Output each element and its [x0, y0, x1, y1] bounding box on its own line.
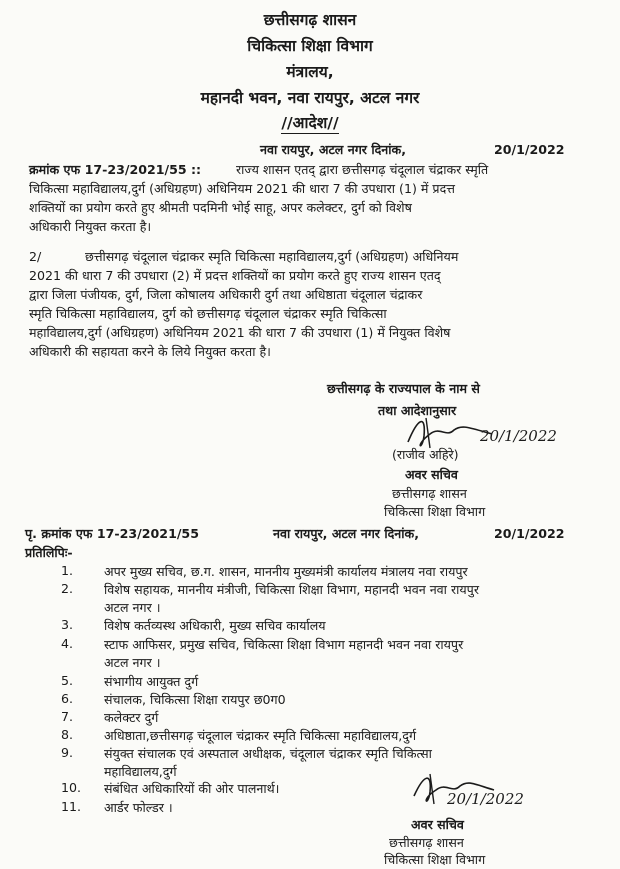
- list-item-number: 7.: [61, 709, 74, 724]
- order-title: //आदेश//: [281, 114, 339, 132]
- list-item: संबंधित अधिकारियों की ओर पालनार्थ।: [104, 781, 280, 796]
- paragraph-1-line: राज्य शासन एतद् द्वारा छत्तीसगढ़ चंदूलाल चंद्राकर स्मृति: [236, 162, 489, 177]
- signatory-2-department: चिकित्सा शिक्षा विभाग: [384, 852, 486, 867]
- governor-order-line: छत्तीसगढ़ के राज्यपाल के नाम से: [327, 381, 480, 396]
- header-address: महानदी भवन, नवा रायपुर, अटल नगर: [200, 89, 420, 107]
- endorsement-place: नवा रायपुर, अटल नगर दिनांक,: [273, 526, 419, 541]
- paragraph-2-line: छत्तीसगढ़ चंदूलाल चंद्राकर स्मृति चिकित्सा महाविद्यालय,दुर्ग (अधिग्रहण) अधिनियम: [85, 249, 459, 264]
- list-item-number: 3.: [61, 617, 74, 632]
- header-ministry: मंत्रालय,: [286, 63, 334, 81]
- paragraph-2-number: 2/: [29, 249, 42, 264]
- signatory-2-government: छत्तीसगढ़ शासन: [389, 835, 464, 850]
- list-item: विशेष सहायक, माननीय मंत्रीजी, चिकित्सा शिक्षा विभाग, महानदी भवन नवा रायपुर: [104, 582, 479, 597]
- list-item-number: 9.: [61, 745, 74, 760]
- list-item-number: 10.: [61, 780, 82, 795]
- signature-2-date: 20/1/2022: [447, 790, 524, 808]
- paragraph-2-line: द्वारा जिला पंजीयक, दुर्ग, जिला कोषालय अधिकारी दुर्ग तथा अधिष्ठाता चंदूलाल चंद्राकर: [29, 287, 423, 302]
- list-item: अपर मुख्य सचिव, छ.ग. शासन, माननीय मुख्यमंत्री कार्यालय मंत्रालय नवा रायपुर: [104, 564, 468, 579]
- paragraph-2-line: 2021 की धारा 7 की उपधारा (2) में प्रदत्त शक्तियों का प्रयोग करते हुए राज्य शासन एतद्: [29, 268, 441, 283]
- header-government: छत्तीसगढ़ शासन: [263, 11, 357, 29]
- signatory-name: (राजीव अहिरे): [392, 447, 459, 462]
- list-item: संयुक्त संचालक एवं अस्पताल अधीक्षक, चंदूलाल चंद्राकर स्मृति चिकित्सा: [104, 746, 432, 761]
- copy-to-label: प्रतिलिपिः-: [25, 545, 73, 560]
- signatory-2-designation: अवर सचिव: [411, 817, 464, 832]
- list-item-continued: अटल नगर ।: [104, 600, 161, 615]
- endorsement-number: पृ. क्रमांक एफ 17-23/2021/55: [25, 526, 199, 541]
- signature-1-date: 20/1/2022: [480, 427, 557, 445]
- list-item-number: 6.: [61, 691, 74, 706]
- list-item-number: 8.: [61, 727, 74, 742]
- order-date: 20/1/2022: [494, 142, 565, 157]
- list-item-number: 1.: [61, 563, 74, 578]
- by-order-line: तथा आदेशानुसार: [378, 403, 457, 418]
- list-item-number: 11.: [61, 799, 82, 814]
- paragraph-1-line: चिकित्सा महाविद्यालय,दुर्ग (अधिग्रहण) अधिनियम 2021 की धारा 7 की उपधारा (1) में प्रदत्त: [29, 181, 455, 196]
- list-item: आर्डर फोल्डर ।: [104, 800, 173, 815]
- list-item-number: 5.: [61, 673, 74, 688]
- list-item: संचालक, चिकित्सा शिक्षा रायपुर छ0ग0: [104, 692, 286, 707]
- header-department: चिकित्सा शिक्षा विभाग: [247, 37, 373, 55]
- list-item-continued: महाविद्यालय,दुर्ग: [104, 764, 177, 779]
- list-item-continued: अटल नगर ।: [104, 655, 161, 670]
- paragraph-2-line: अधिकारी की सहायता करने के लिये नियुक्त करता है।: [29, 344, 271, 359]
- list-item: कलेक्टर दुर्ग: [104, 710, 159, 725]
- signatory-government: छत्तीसगढ़ शासन: [392, 486, 467, 501]
- order-number-label: क्रमांक एफ 17-23/2021/55 ::: [29, 162, 202, 177]
- order-place: नवा रायपुर, अटल नगर दिनांक,: [260, 142, 406, 157]
- endorsement-date: 20/1/2022: [494, 526, 565, 541]
- paragraph-2-line: स्मृति चिकित्सा महाविद्यालय, दुर्ग को छत्तीसगढ़ चंदूलाल चंद्राकर स्मृति चिकित्सा: [29, 306, 387, 321]
- paragraph-2-line: महाविद्यालय,दुर्ग (अधिग्रहण) अधिनियम 2021 की धारा 7 की उपधारा (1) में नियुक्त विशेष: [29, 325, 451, 340]
- paragraph-1-line: अधिकारी नियुक्त करता है।: [29, 219, 152, 234]
- list-item-number: 2.: [61, 581, 74, 596]
- list-item: स्टाफ आफिसर, प्रमुख सचिव, चिकित्सा शिक्षा विभाग महानदी भवन नवा रायपुर: [104, 637, 464, 652]
- signatory-designation: अवर सचिव: [405, 467, 458, 482]
- paragraph-1-line: शक्तियों का प्रयोग करते हुए श्रीमती पदमिनी भोई साहू, अपर कलेक्टर, दुर्ग को विशेष: [29, 200, 412, 215]
- list-item: विशेष कर्तव्यस्थ अधिकारी, मुख्य सचिव कार्यालय: [104, 618, 326, 633]
- list-item: संभागीय आयुक्त दुर्ग: [104, 674, 199, 689]
- list-item-number: 4.: [61, 636, 74, 651]
- list-item: अधिष्ठाता,छत्तीसगढ़ चंदूलाल चंद्राकर स्मृति चिकित्सा महाविद्यालय,दुर्ग: [104, 728, 417, 743]
- signatory-department: चिकित्सा शिक्षा विभाग: [384, 504, 486, 519]
